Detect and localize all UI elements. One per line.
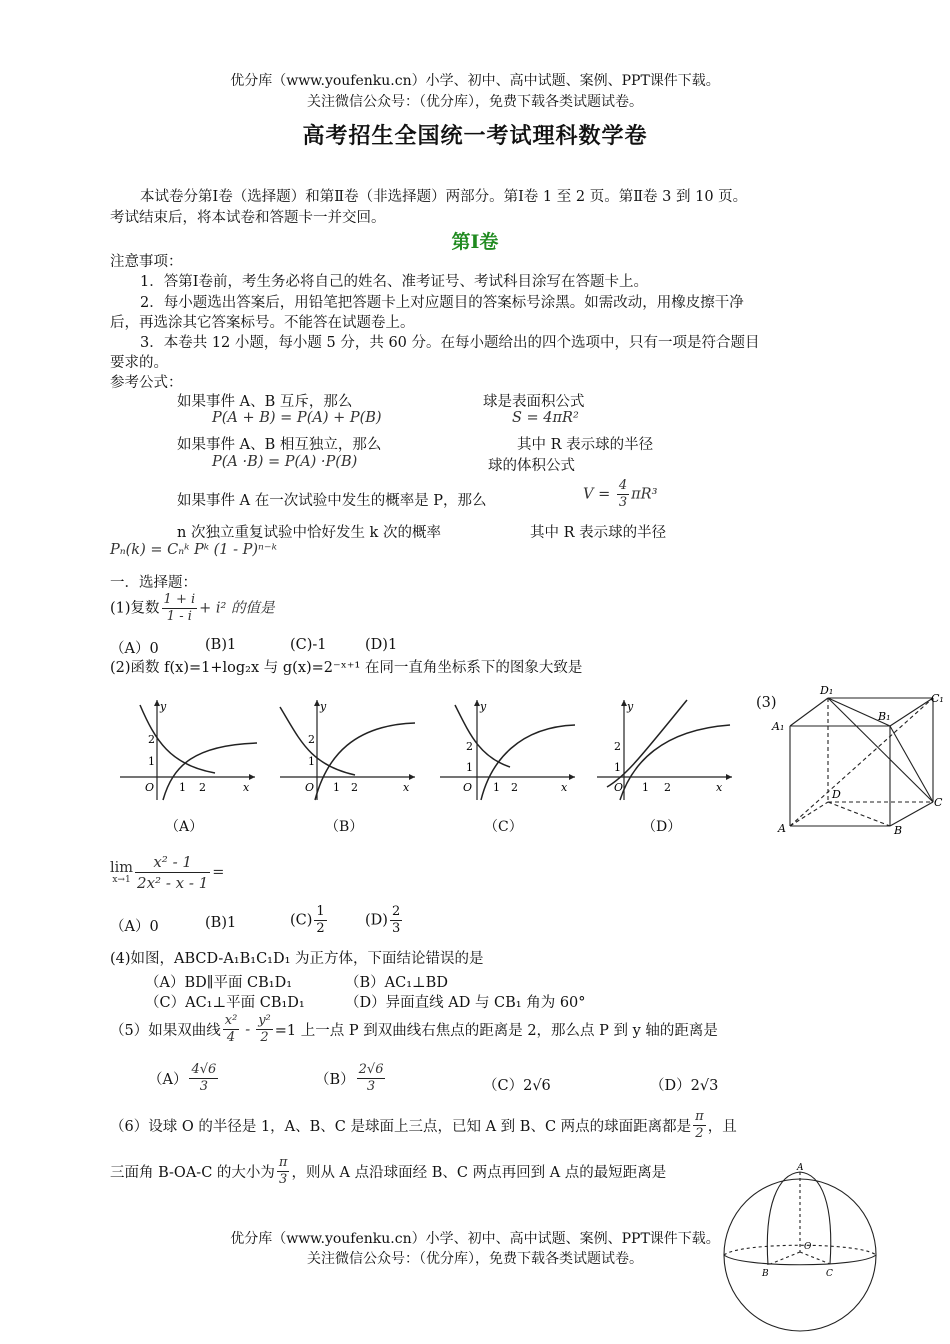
svg-text:C: C <box>826 1269 833 1279</box>
svg-text:1: 1 <box>614 761 621 774</box>
q1-option-b: (B)1 <box>205 637 237 653</box>
svg-text:O: O <box>145 781 155 794</box>
svg-text:A: A <box>778 822 786 835</box>
svg-text:O: O <box>614 781 624 794</box>
formula-prob-text: 如果事件 A 在一次试验中发生的概率是 P，那么 <box>177 493 487 509</box>
sphere-area-heading: 球是表面积公式 <box>483 394 585 410</box>
q4-stem: (4)如图，ABCD-A₁B₁C₁D₁ 为正方体，下面结论错误的是 <box>110 951 484 967</box>
sphere-radius-note-2: 其中 R 表示球的半径 <box>530 525 667 541</box>
q1-stem: (1)复数 $\frac{1 + i}{1 - i}$ + i² 的值是 <box>110 592 275 624</box>
svg-text:x: x <box>716 781 723 794</box>
svg-text:O: O <box>804 1242 812 1252</box>
page-title: 高考招生全国统一考试理科数学卷 <box>302 123 648 149</box>
svg-text:2: 2 <box>664 781 671 794</box>
graph-d-label: （D） <box>642 819 682 835</box>
svg-text:B₁: B₁ <box>878 710 891 723</box>
q3-limit: lim x→1 $\frac{\text{x² - 1}}{\text{2x² - x - 1}}$ = <box>110 853 225 892</box>
q3-option-a: （A）0 <box>110 919 159 935</box>
formula-independent-text: 如果事件 A、B 相互独立，那么 <box>177 437 382 453</box>
q3-option-d: (D) $\frac{2}{3}$ <box>365 904 401 936</box>
svg-text:O: O <box>305 781 315 794</box>
formula-independent-eq: P(A ·B) = P(A) ·P(B) <box>212 454 358 470</box>
graph-c <box>435 695 585 805</box>
svg-text:y: y <box>627 700 634 713</box>
note-2a: 2．每小题选出答案后，用铅笔把答题卡上对应题目的答案标号涂黑。如需改动，用橡皮擦干净 <box>140 295 744 311</box>
note-3a: 3．本卷共 12 小题，每小题 5 分，共 60 分。在每小题给出的四个选项中，只有一项是符合题目 <box>140 335 760 351</box>
formula-binomial-text: n 次独立重复试验中恰好发生 k 次的概率 <box>177 525 441 541</box>
q5-option-a: （A） $\frac{4√6}{3}$ <box>148 1062 217 1094</box>
svg-text:x: x <box>243 781 250 794</box>
q4-option-d: （D）异面直线 AD 与 CB₁ 角为 60° <box>345 995 586 1011</box>
graph-b <box>275 695 425 805</box>
svg-text:2: 2 <box>148 733 155 746</box>
q6-line-1: （6）设球 O 的半径是 1，A、B、C 是球面上三点，已知 A 到 B、C 两点的球面距离都是 $\frac{\pi}{2}$ ，且 <box>110 1109 737 1141</box>
figure-3-label: (3) <box>756 695 777 711</box>
q5-option-d: （D）2√3 <box>650 1078 719 1094</box>
note-3b: 要求的。 <box>110 355 168 371</box>
graph-a-label: （A） <box>165 819 204 835</box>
q5-stem: （5）如果双曲线 $\frac{\text{x²}}{4}$ - $\frac{\text{y²}}{2}$ =1 上一点 P 到双曲线右焦点的距离是 2，那么点 P 到 y 轴的距离是 <box>110 1013 718 1045</box>
svg-text:C₁: C₁ <box>931 692 944 705</box>
svg-text:1: 1 <box>333 781 340 794</box>
footer-line-1: 优分库（www.youfenku.cn）小学、初中、高中试题、案例、PPT课件下载。 <box>230 1231 720 1247</box>
svg-text:y: y <box>480 700 487 713</box>
svg-text:1: 1 <box>642 781 649 794</box>
q1-option-c: (C)-1 <box>290 637 327 653</box>
formula-exclusive-eq: P(A + B) = P(A) + P(B) <box>212 410 382 426</box>
q2-stem: (2)函数 f(x)=1+log₂x 与 g(x)=2⁻ˣ⁺¹ 在同一直角坐标系下的图象大致是 <box>110 660 583 676</box>
q4-option-a: （A）BD∥平面 CB₁D₁ <box>145 975 293 991</box>
svg-text:2: 2 <box>511 781 518 794</box>
q5-option-c: （C）2√6 <box>483 1078 551 1094</box>
sphere-radius-note-1: 其中 R 表示球的半径 <box>517 437 654 453</box>
intro-line-2: 考试结束后，将本试卷和答题卡一并交回。 <box>110 210 386 226</box>
svg-text:2: 2 <box>614 740 621 753</box>
graph-a <box>115 695 265 805</box>
q6-line-2: 三面角 B-OA-C 的大小为 $\frac{\pi}{3}$ ，则从 A 点沿球面经 B、C 两点再回到 A 点的最短距离是 <box>110 1155 667 1187</box>
choice-heading: 一．选择题： <box>110 575 197 591</box>
section-title: 第Ⅰ卷 <box>451 231 499 253</box>
intro-line-1: 本试卷分第Ⅰ卷（选择题）和第Ⅱ卷（非选择题）两部分。第Ⅰ卷 1 至 2 页。第Ⅱ卷 3 到 10 页。 <box>140 189 748 205</box>
graph-d <box>592 695 742 805</box>
q4-option-b: （B）AC₁⊥BD <box>345 975 448 991</box>
footer-line-2: 关注微信公众号：（优分库），免费下载各类试题试卷。 <box>307 1251 643 1267</box>
svg-text:y: y <box>160 700 167 713</box>
svg-text:A₁: A₁ <box>772 720 785 733</box>
svg-text:B: B <box>894 824 903 837</box>
header-line-2: 关注微信公众号：（优分库），免费下载各类试题试卷。 <box>307 94 643 110</box>
svg-text:D: D <box>832 788 841 801</box>
svg-text:1: 1 <box>493 781 500 794</box>
q4-option-c: （C）AC₁⊥平面 CB₁D₁ <box>145 995 305 1011</box>
svg-text:B: B <box>762 1269 769 1279</box>
q1-option-d: (D)1 <box>365 637 398 653</box>
formula-binomial-eq: Pₙ(k) = Cₙᵏ Pᵏ (1 - P)ⁿ⁻ᵏ <box>110 542 277 558</box>
graph-c-label: （C） <box>484 819 523 835</box>
svg-text:y: y <box>320 700 327 713</box>
svg-text:x: x <box>403 781 410 794</box>
q3-option-c: (C) $\frac{1}{2}$ <box>290 904 325 936</box>
svg-text:1: 1 <box>466 761 473 774</box>
sphere-volume-heading: 球的体积公式 <box>488 458 575 474</box>
cube-figure <box>768 684 948 840</box>
svg-text:2: 2 <box>466 740 473 753</box>
svg-text:O: O <box>463 781 473 794</box>
note-1: 1．答第Ⅰ卷前，考生务必将自己的姓名、准考证号、考试科目涂写在答题卡上。 <box>140 274 648 290</box>
q5-option-b: （B） $\frac{2√6}{3}$ <box>315 1062 384 1094</box>
sphere-area-eq: S = 4πR² <box>512 410 579 426</box>
graph-b-label: （B） <box>325 819 364 835</box>
q1-option-a: （A）0 <box>110 641 159 657</box>
svg-text:1: 1 <box>148 755 155 768</box>
svg-text:D₁: D₁ <box>820 684 834 697</box>
formulas-heading: 参考公式： <box>110 375 183 391</box>
svg-text:C: C <box>934 796 943 809</box>
note-2b: 后，再选涂其它答案标号。不能答在试题卷上。 <box>110 315 415 331</box>
svg-text:x: x <box>561 781 568 794</box>
svg-text:2: 2 <box>308 733 315 746</box>
svg-text:1: 1 <box>308 755 315 768</box>
svg-text:2: 2 <box>351 781 358 794</box>
q3-option-b: (B)1 <box>205 915 237 931</box>
svg-text:A: A <box>797 1163 804 1173</box>
svg-text:2: 2 <box>199 781 206 794</box>
notes-heading: 注意事项： <box>110 254 183 270</box>
svg-text:1: 1 <box>179 781 186 794</box>
formula-exclusive-text: 如果事件 A、B 互斥，那么 <box>177 394 353 410</box>
header-line-1: 优分库（www.youfenku.cn）小学、初中、高中试题、案例、PPT课件下载。 <box>230 73 720 89</box>
sphere-volume-eq: V = $\frac{4}{3}$ πR³ <box>583 478 658 510</box>
